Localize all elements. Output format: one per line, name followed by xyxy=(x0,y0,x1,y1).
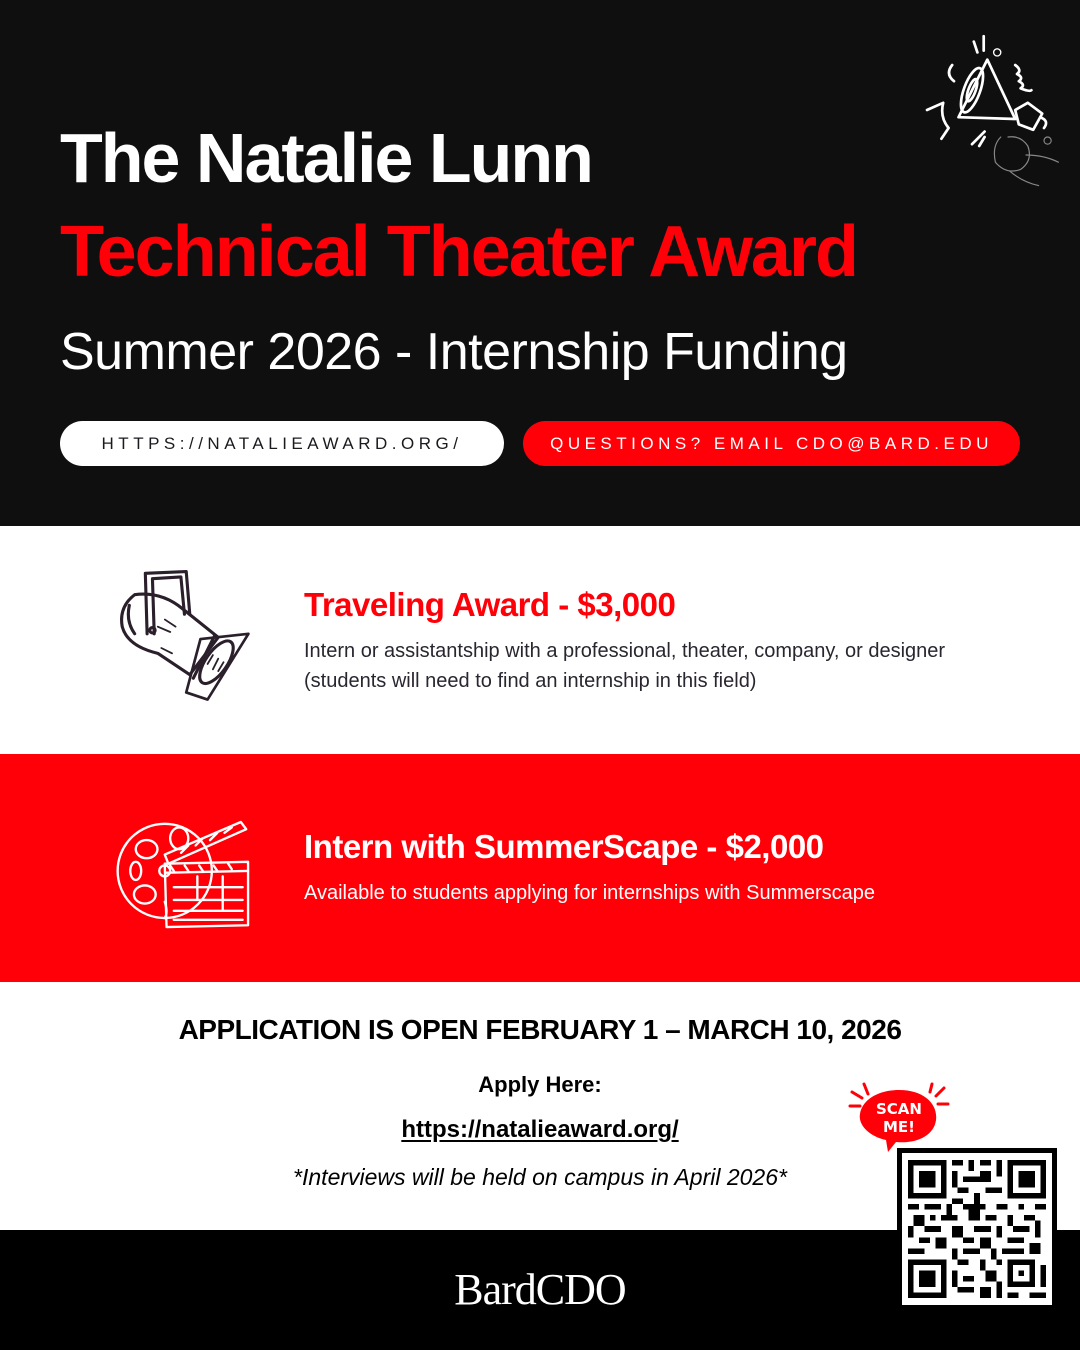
scan-me-badge xyxy=(846,1082,952,1154)
award-description: Available to students applying for internships with Summerscape xyxy=(304,882,876,904)
website-link-pill[interactable]: HTTPS://NATALIEAWARD.ORG/ xyxy=(60,421,504,466)
apply-link[interactable]: https://natalieaward.org/ xyxy=(401,1116,679,1143)
film-clapperboard-icon xyxy=(114,810,268,930)
apply-here-label: Apply Here: xyxy=(478,1072,602,1097)
qr-code[interactable] xyxy=(897,1148,1057,1310)
summerscape-award-section xyxy=(0,754,1080,982)
title-line-2: Technical Theater Award xyxy=(60,212,857,292)
title-line-1: The Natalie Lunn xyxy=(60,119,592,197)
award-title: Traveling Award - $3,000 xyxy=(304,586,676,623)
email-contact-pill[interactable]: QUESTIONS? EMAIL CDO@BARD.EDU xyxy=(523,421,1020,466)
hero-section xyxy=(0,0,1080,526)
award-description: Intern or assistantship with a professional, theater, company, or designer (students will need to find an internship in this field) xyxy=(304,640,946,692)
application-dates: APPLICATION IS OPEN FEBRUARY 1 – MARCH 10, 2026 xyxy=(178,1014,902,1045)
bardcdo-logo: BardCDO xyxy=(454,1265,626,1314)
interview-note: *Interviews will be held on campus in April 2026* xyxy=(293,1164,787,1190)
spotlight-icon xyxy=(108,562,268,718)
qr-code-pattern xyxy=(908,1159,1046,1299)
subtitle: Summer 2026 - Internship Funding xyxy=(60,323,848,381)
svg-text:SCAN: SCAN xyxy=(876,1100,922,1118)
megaphone-icon xyxy=(905,20,1075,200)
svg-text:ME!: ME! xyxy=(882,1118,916,1136)
award-title: Intern with SummerScape - $2,000 xyxy=(304,828,824,865)
traveling-award-section xyxy=(0,526,1080,754)
